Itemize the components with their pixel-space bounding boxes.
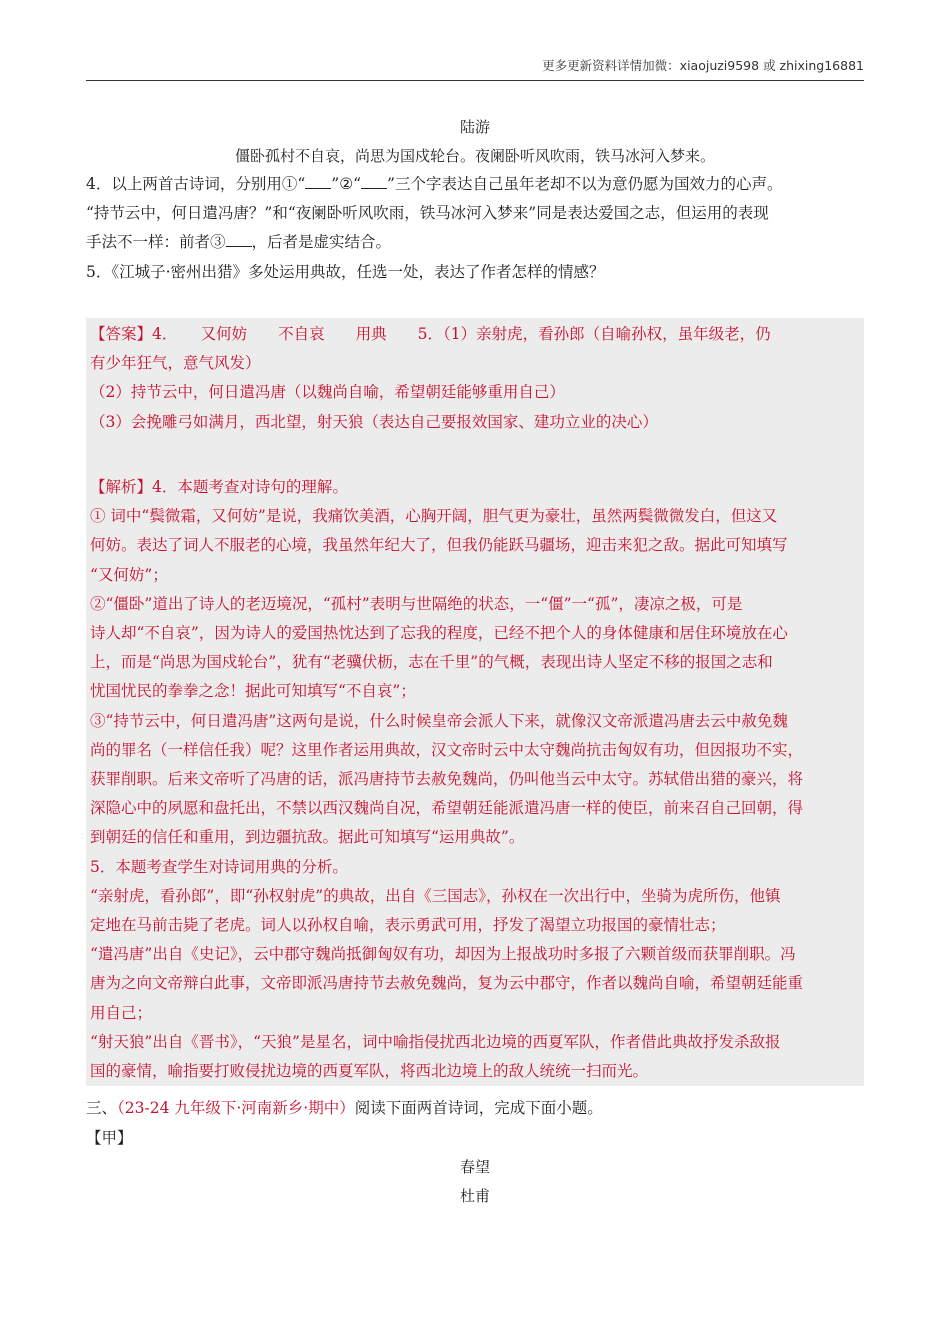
analysis-line: 诗人却“不自哀”，因为诗人的爱国热忱达到了忘我的程度，已经不把个人的身体健康和居住环境放在心 — [90, 624, 788, 643]
question-4 — [86, 170, 864, 257]
analysis-line: “又何妨”； — [90, 565, 168, 584]
analysis-line: 唐为之向文帝辩白此事，文帝即派冯唐持节去赦免魏尚，复为云中郡守，作者以魏尚自喻，希望朝廷能重 — [90, 974, 804, 993]
answer-line-3: （2）持节云中，何日遣冯唐（以魏尚自喻，希望朝廷能够重用自己） — [90, 383, 565, 402]
analysis-line: 获罪削职。后来文帝听了冯唐的话，派冯唐持节去赦免魏尚，仍叫他当云中太守。苏轼借出猎的豪兴，将 — [90, 770, 804, 789]
page-header — [86, 56, 864, 81]
analysis-line: “射天狼”出自《晋书》，“天狼”是星名，词中喻指侵扰西北边境的西夏军队，作者借此典故抒发杀敌报 — [90, 1032, 781, 1051]
analysis-line: 5．本题考查学生对诗词用典的分析。 — [90, 857, 348, 876]
analysis-block — [90, 473, 862, 1086]
analysis-line: 定地在马前击毙了老虎。词人以孙权自喻，表示勇武可用，抒发了渴望立功报国的豪情壮志； — [90, 916, 726, 935]
blank-2 — [361, 174, 387, 189]
answer-line-1: 【答案】4． 又何妨 不自哀 用典 5．（1）亲射虎，看孙郎（自喻孙权，虽年级老，仍 — [90, 325, 771, 343]
analysis-line: 忧国忧民的拳拳之念！据此可知填写“不自哀”； — [90, 682, 416, 701]
analysis-line: 国的豪情，喻指要打败侵扰边境的西夏军队，将西北边境上的敌人统统一扫而光。 — [90, 1062, 649, 1081]
analysis-line: 到朝廷的信任和重用，到边疆抗敌。据此可知填写“运用典故”。 — [90, 828, 525, 847]
analysis-line: “遣冯唐”出自《史记》，云中郡守魏尚抵御匈奴有功，却因为上报战功时多报了六颗首级而获罪削职。冯 — [90, 945, 796, 964]
answer-line-2: 有少年狂气，意气风发） — [90, 354, 261, 373]
analysis-line: 上，而是“尚思为国戍轮台”，犹有“老骥伏枥，志在千里”的气概，表现出诗人坚定不移的报国之志和 — [90, 653, 773, 672]
analysis-line: 用自己； — [90, 1003, 153, 1022]
blank-1 — [305, 174, 331, 189]
analysis-line: 【解析】4．本题考查对诗句的理解。 — [90, 478, 348, 496]
poem-author-2: 杜甫 — [459, 1187, 490, 1205]
analysis-line: “亲射虎，看孙郎”，即“孙权射虎”的典故，出自《三国志》，孙权在一次出行中，坐骑为虎所伤，他镇 — [90, 886, 781, 905]
question-4-line2: “持节云中，何日遣冯唐？”和“夜阑卧听风吹雨，铁马冰河入梦来”同是表达爱国之志，但运用的表现 — [86, 204, 769, 222]
poem-author: 陆游 — [459, 118, 490, 136]
answer-block — [90, 320, 862, 437]
blank-3 — [226, 232, 252, 247]
analysis-line: ① 词中“鬓微霜，又何妨”是说，我痛饮美酒，心胸开阔，胆气更为豪壮，虽然两鬓微微发白，但这又 — [90, 507, 778, 526]
analysis-line: ③“持节云中，何日遣冯唐”这两句是说，什么时候皇帝会派人下来，就像汉文帝派遣冯唐去云中赦免魏 — [90, 711, 788, 730]
poem-title: 春望 — [459, 1158, 490, 1176]
analysis-line: 何妨。表达了词人不服老的心境，我虽然年纪大了，但我仍能跃马疆场，迎击来犯之敌。据此可知填写 — [90, 536, 788, 555]
header-text: 更多更新资料详情加微：xiaojuzi9598 或 zhixing16881 — [542, 58, 864, 73]
question-4-line1: 4．以上两首古诗词，分别用①“ ”②“ ”三个字表达自己虽年老却不以为意仍愿为国效力的心声。 — [86, 175, 783, 193]
question-5: 5．《江城子·密州出猎》多处运用典故，任选一处，表达了作者怎样的情感？ — [86, 263, 605, 281]
poem-line: 僵卧孤村不自哀，尚思为国戍轮台。夜阑卧听风吹雨，铁马冰河入梦来。 — [234, 147, 715, 165]
analysis-line: 尚的罪名（一样信任我）呢？这里作者运用典故，汉文帝时云中太守魏尚抗击匈奴有功，但因报功不实， — [90, 740, 804, 759]
question-4-line3: 手法不一样：前者③ ，后者是虚实结合。 — [86, 233, 392, 251]
analysis-line: ②“僵卧”道出了诗人的老迈境况，“孤村”表明与世隔绝的状态，一“僵”一“孤”，凄凉之极，可是 — [90, 594, 743, 613]
section-3-part-label: 【甲】 — [86, 1129, 133, 1147]
section-3-heading: 三、（23-24 九年级下·河南新乡·期中）阅读下面两首诗词，完成下面小题。 — [86, 1099, 603, 1117]
answer-line-4: （3）会挽雕弓如满月，西北望，射天狼（表达自己要报效国家、建功立业的决心） — [90, 412, 658, 431]
section-3-source: （23-24 九年级下·河南新乡·期中） — [117, 1099, 355, 1117]
analysis-line: 深隐心中的夙愿和盘托出，不禁以西汉魏尚自况，希望朝廷能派遣冯唐一样的使臣，前来召自己回朝，得 — [90, 799, 804, 818]
